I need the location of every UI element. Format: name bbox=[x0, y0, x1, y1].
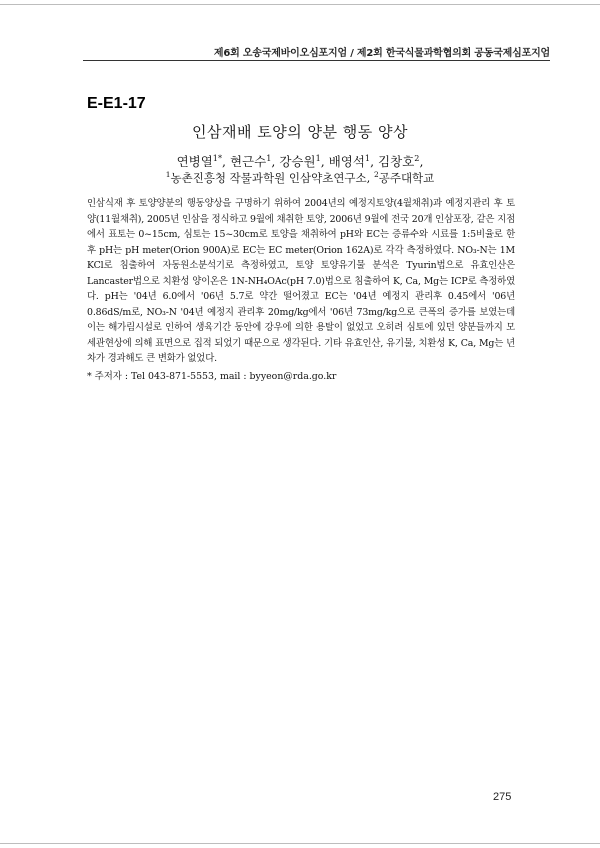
abstract-paragraph: 인삼식재 후 토양양분의 행동양상을 구명하기 위하여 2004년의 예정지토양(4월채취)과 예정지관리 후 토양(11월채취), 2005년 인삼을 정식하고 9월에 채취한 토양, 2006년 9월에 전국 20개 인삼포장, 같은 지점에서 표토는 0~15cm, 심토는 15~30cm로 토양을 채취하여 pH와 EC는 증류수와 시료를 1:5비율로 한 후 pH는 pH meter(Orion 900A)로 EC는 EC meter(Orion 162A)로 각각 측정하였다. NO₃-N는 1M KCl로 침출하여 자동원소분석기로 측정하였고, 토양 토양유기물 분석은 Tyurin법으로 유효인산은 Lancaster법으로 치환성 양이온은 1N-NH₄OAc(pH 7.0)법으로 침출하여 K, Ca, Mg는 ICP로 측정하였다. pH는 '04년 6.0에서 '06년 5.7로 약간 떨어졌고 EC는 '04년 예정지 관리후 0.45에서 '06년 0.86dS/m로, NO₃-N '04년 예정지 관리후 20mg/kg에서 '06년 73mg/kg으로 큰폭의 증가를 보였는데 이는 해가림시설로 인하여 생육기간 동안에 강우에 의한 용탈이 없었고 오히려 심토에 있던 양분들까지 모세관현상에 의해 표면으로 집적 되었기 때문으로 생각된다. 기타 유효인산, 유기물, 치환성 K, Ca, Mg는 년차가 경과해도 큰 변화가 없었다. bbox=[87, 198, 515, 364]
author-name: 배영석 bbox=[328, 154, 365, 169]
author-separator: , bbox=[271, 154, 280, 169]
header-rule bbox=[83, 60, 550, 61]
scan-border-top bbox=[0, 4, 600, 5]
author-name: 연병열 bbox=[176, 154, 213, 169]
abstract-id: E-E1-17 bbox=[87, 95, 146, 112]
affiliation: 공주대학교 bbox=[378, 171, 435, 185]
author-affiliation-mark: 2 bbox=[414, 152, 420, 163]
author-affiliation-mark: 1 bbox=[364, 152, 371, 163]
author-separator: , bbox=[222, 154, 230, 169]
scan-border-bottom bbox=[0, 843, 600, 844]
author-name: 김창호 bbox=[378, 154, 415, 169]
affiliation-list bbox=[0, 170, 600, 186]
author-separator: , bbox=[370, 154, 379, 169]
author-name: 현근수 bbox=[229, 154, 267, 169]
author-separator: , bbox=[320, 154, 329, 169]
author bbox=[177, 154, 230, 169]
page-number: 275 bbox=[493, 791, 512, 803]
author bbox=[378, 154, 423, 169]
paper-title: 인삼재배 토양의 양분 행동 양상 bbox=[192, 123, 408, 141]
author-separator: , bbox=[419, 154, 424, 169]
author-affiliation-mark: 1 bbox=[315, 152, 321, 163]
author bbox=[279, 154, 328, 169]
affiliation: 농촌진흥청 작물과학원 인삼약초연구소, bbox=[170, 171, 374, 185]
affiliation-mark: 2 bbox=[373, 170, 379, 180]
author-list bbox=[0, 152, 600, 170]
author-name: 강승원 bbox=[279, 154, 316, 169]
author-affiliation-mark: 1 bbox=[266, 152, 272, 163]
author bbox=[230, 154, 279, 169]
author bbox=[329, 154, 378, 169]
affiliation-mark: 1 bbox=[165, 170, 171, 180]
author-affiliation-mark: 1* bbox=[212, 152, 223, 163]
corresponding-author-footnote: * 주저자 : Tel 043-871-5553, mail : byyeon@rda.go.kr bbox=[87, 371, 337, 382]
running-header: 제6회 오송국제바이오심포지엄 / 제2회 한국식물과학협의회 공동국제심포지엄 bbox=[213, 48, 550, 59]
abstract-body bbox=[87, 196, 515, 367]
